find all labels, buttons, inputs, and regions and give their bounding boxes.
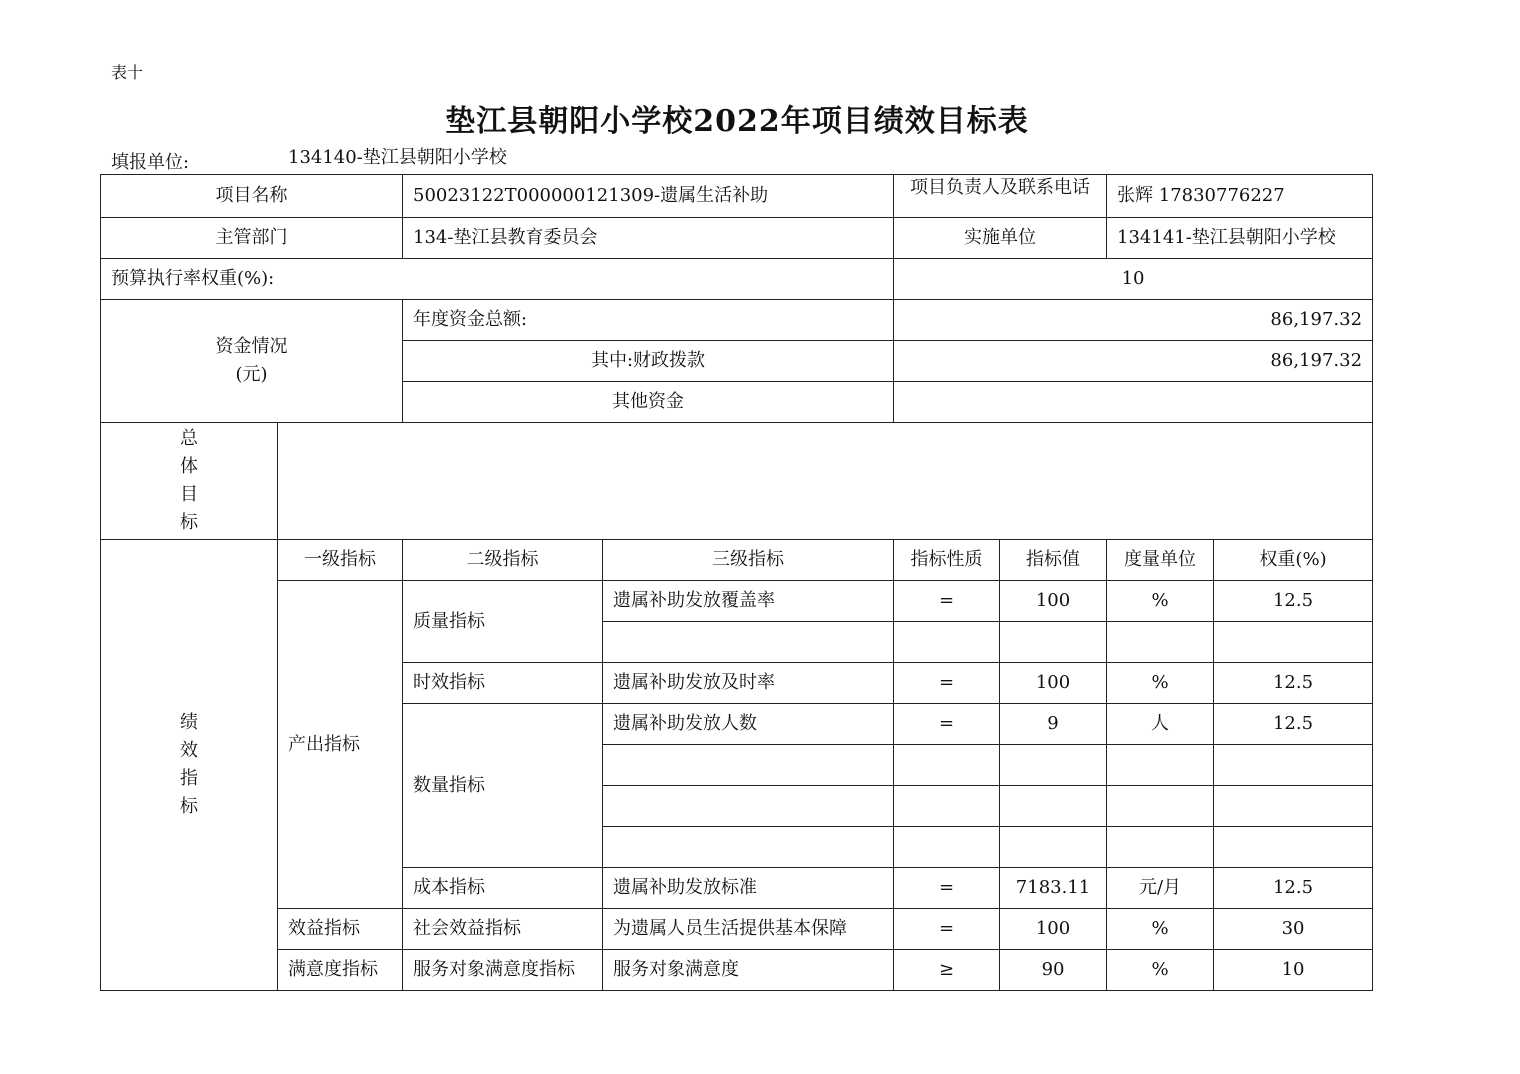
indicators-char: 效: [180, 740, 198, 761]
indicator-nature: [894, 745, 1000, 786]
indicator-weight: [1214, 622, 1373, 663]
indicator-name: [603, 827, 894, 868]
indicator-name: 遗属补助发放及时率: [603, 663, 894, 704]
header-level2: 二级指标: [403, 540, 603, 581]
impl-label: 实施单位: [894, 218, 1107, 259]
funds-fiscal-label: 其中:财政拨款: [403, 341, 894, 382]
funds-label-line2: (元): [235, 364, 268, 385]
indicator-value: 100: [1000, 909, 1107, 950]
overall-goal-label: [101, 423, 278, 540]
table-label: 表十: [111, 63, 144, 82]
fill-unit-label: 填报单位:: [111, 152, 190, 173]
indicator-nature: =: [894, 663, 1000, 704]
indicator-unit: %: [1107, 909, 1214, 950]
dept-label: 主管部门: [101, 218, 403, 259]
table-row: [101, 581, 1373, 622]
indicator-nature: [894, 786, 1000, 827]
overall-goal-char: 总: [180, 428, 198, 449]
indicator-name: [603, 786, 894, 827]
indicator-unit: 元/月: [1107, 868, 1214, 909]
indicators-char: 绩: [180, 712, 198, 733]
indicators-char: 指: [180, 768, 198, 789]
indicator-unit: %: [1107, 950, 1214, 991]
indicator-value: [1000, 786, 1107, 827]
indicator-weight: 12.5: [1214, 663, 1373, 704]
indicator-weight: 10: [1214, 950, 1373, 991]
indicator-weight: 12.5: [1214, 581, 1373, 622]
impl-value: 134141-垫江县朝阳小学校: [1107, 218, 1373, 259]
indicator-value: 9: [1000, 704, 1107, 745]
indicator-unit: %: [1107, 663, 1214, 704]
funds-label-line1: 资金情况: [215, 336, 288, 357]
indicator-value: 7183.11: [1000, 868, 1107, 909]
level1-satisfaction: 满意度指标: [278, 950, 403, 991]
indicator-name: [603, 745, 894, 786]
header-nature: 指标性质: [894, 540, 1000, 581]
overall-goal-content: [278, 423, 1373, 540]
header-level3: 三级指标: [603, 540, 894, 581]
overall-goal-row: [101, 423, 1373, 540]
performance-target-table: [100, 174, 1373, 991]
table-row: [101, 950, 1373, 991]
project-name-value: 50023122T000000121309-遗属生活补助: [403, 175, 894, 218]
level2-timeliness: 时效指标: [403, 663, 603, 704]
level1-benefit: 效益指标: [278, 909, 403, 950]
indicator-nature: =: [894, 581, 1000, 622]
indicator-header-row: [101, 540, 1373, 581]
indicators-label: [101, 540, 278, 991]
table-row: [101, 909, 1373, 950]
indicator-value: 90: [1000, 950, 1107, 991]
contact-value: 张辉 17830776227: [1107, 175, 1373, 218]
level2-service: 服务对象满意度指标: [403, 950, 603, 991]
indicator-unit: [1107, 622, 1214, 663]
overall-goal-char: 标: [180, 512, 198, 533]
funds-total-value: 86,197.32: [894, 300, 1373, 341]
indicator-unit: %: [1107, 581, 1214, 622]
indicator-name: 遗属补助发放人数: [603, 704, 894, 745]
indicator-weight: 30: [1214, 909, 1373, 950]
indicator-unit: [1107, 786, 1214, 827]
indicator-unit: 人: [1107, 704, 1214, 745]
funds-total-label: 年度资金总额:: [403, 300, 894, 341]
indicator-name: 遗属补助发放覆盖率: [603, 581, 894, 622]
indicator-nature: [894, 622, 1000, 663]
indicator-weight: [1214, 745, 1373, 786]
funds-other-value: [894, 382, 1373, 423]
fill-unit-value: 134140-垫江县朝阳小学校: [288, 147, 507, 168]
indicator-value: [1000, 827, 1107, 868]
indicator-nature: =: [894, 868, 1000, 909]
overall-goal-char: 体: [180, 456, 198, 477]
header-weight: 权重(%): [1214, 540, 1373, 581]
contact-label: 项目负责人及联系电话: [894, 175, 1107, 218]
budget-weight-label: 预算执行率权重(%):: [101, 259, 894, 300]
indicator-value: 100: [1000, 581, 1107, 622]
level2-quantity: 数量指标: [403, 704, 603, 868]
indicator-weight: [1214, 827, 1373, 868]
funds-fiscal-value: 86,197.32: [894, 341, 1373, 382]
indicator-name: 为遗属人员生活提供基本保障: [603, 909, 894, 950]
indicator-weight: [1214, 786, 1373, 827]
indicator-name: 服务对象满意度: [603, 950, 894, 991]
budget-weight-row: [101, 259, 1373, 300]
funds-label: [101, 300, 403, 423]
header-value: 指标值: [1000, 540, 1107, 581]
project-name-label: 项目名称: [101, 175, 403, 218]
level2-quality: 质量指标: [403, 581, 603, 663]
department-row: [101, 218, 1373, 259]
indicator-name: [603, 622, 894, 663]
indicator-nature: ≥: [894, 950, 1000, 991]
indicator-value: [1000, 745, 1107, 786]
indicator-nature: =: [894, 704, 1000, 745]
indicator-value: [1000, 622, 1107, 663]
funds-other-label: 其他资金: [403, 382, 894, 423]
header-level1: 一级指标: [278, 540, 403, 581]
indicator-unit: [1107, 827, 1214, 868]
funds-total-row: [101, 300, 1373, 341]
level2-cost: 成本指标: [403, 868, 603, 909]
indicator-nature: =: [894, 909, 1000, 950]
page-title: 垫江县朝阳小学校2022年项目绩效目标表: [445, 104, 1029, 139]
budget-weight-value: 10: [894, 259, 1373, 300]
project-name-row: [101, 175, 1373, 218]
header-unit: 度量单位: [1107, 540, 1214, 581]
indicator-unit: [1107, 745, 1214, 786]
indicator-weight: 12.5: [1214, 704, 1373, 745]
indicator-nature: [894, 827, 1000, 868]
level2-social: 社会效益指标: [403, 909, 603, 950]
indicator-name: 遗属补助发放标准: [603, 868, 894, 909]
dept-value: 134-垫江县教育委员会: [403, 218, 894, 259]
overall-goal-char: 目: [180, 484, 198, 505]
indicator-weight: 12.5: [1214, 868, 1373, 909]
indicator-value: 100: [1000, 663, 1107, 704]
level1-output: 产出指标: [278, 581, 403, 909]
indicators-char: 标: [180, 796, 198, 817]
